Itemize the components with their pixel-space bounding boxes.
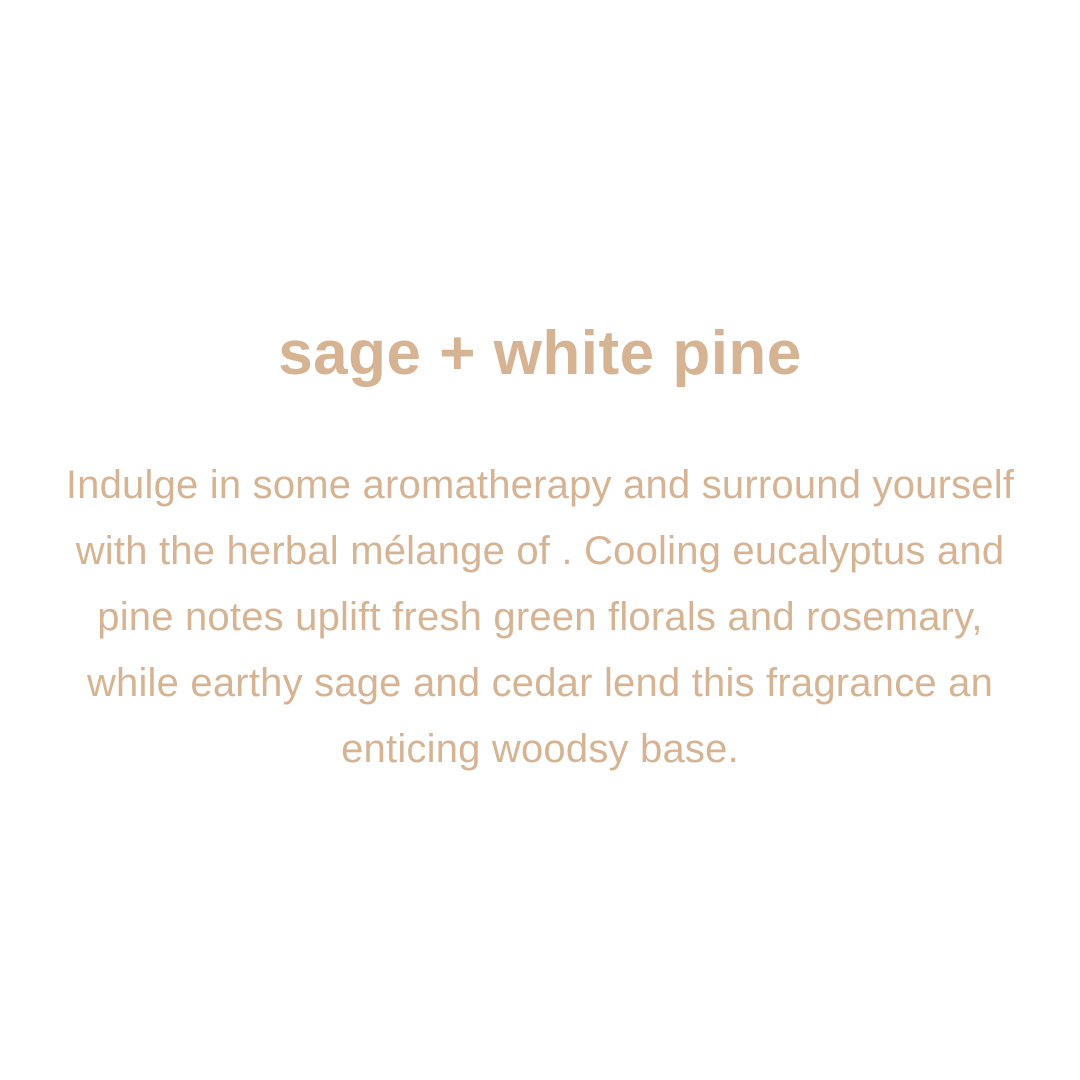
page-title: sage + white pine [278,319,802,388]
product-description-text: Indulge in some aromatherapy and surround yourself with the herbal mélange of . Cooling eucalyptus and pine notes uplift fresh green florals and rosemary, while earthy sage and cedar lend this fragrance an enticing woodsy base. [65,463,1015,771]
